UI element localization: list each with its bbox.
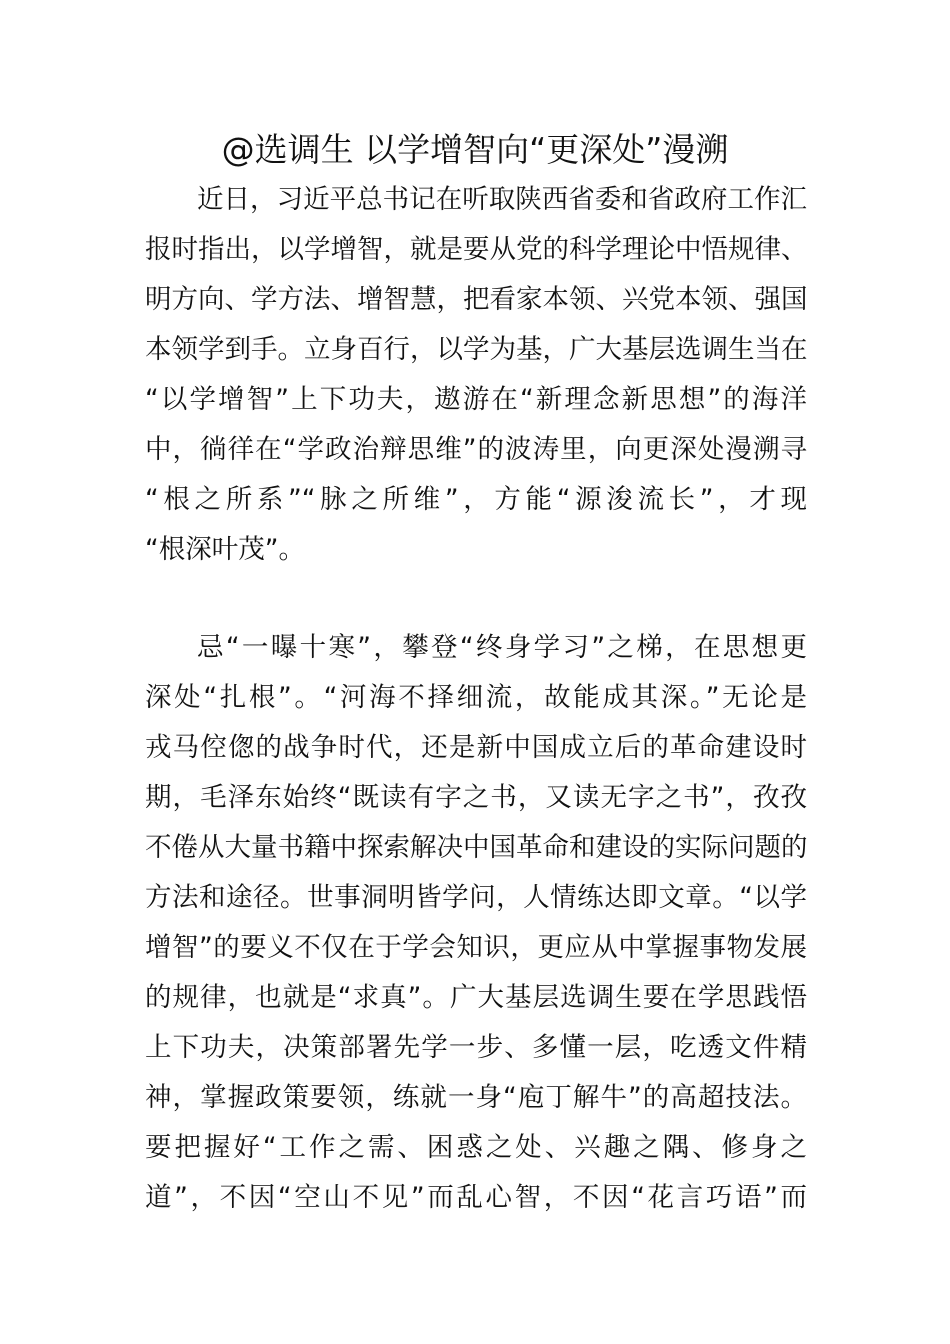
paragraph-2	[145, 623, 807, 1223]
paragraph-line: 方法和途径。世事洞明皆学问，人情练达即文章。“以学	[145, 882, 807, 913]
paragraph-line: 要把握好“工作之需、困惑之处、兴趣之隅、修身之	[145, 1132, 807, 1163]
paragraph-line: 的规律，也就是“求真”。广大基层选调生要在学思践悟	[145, 982, 807, 1013]
paragraph-1	[145, 175, 807, 575]
paragraph-line: 戎马倥偬的战争时代，还是新中国成立后的革命建设时	[145, 732, 807, 763]
paragraph-line: 近日，习近平总书记在听取陕西省委和省政府工作汇	[197, 184, 807, 215]
paragraph-line: 神，掌握政策要领，练就一身“庖丁解牛”的高超技法。	[145, 1082, 807, 1113]
paragraph-line: 增智”的要义不仅在于学会知识，更应从中掌握事物发展	[145, 932, 807, 963]
paragraph-line: “根之所系”“脉之所维”，方能“源浚流长”，才现	[145, 484, 807, 515]
paragraph-line: 深处“扎根”。“河海不择细流，故能成其深。”无论是	[145, 682, 807, 713]
article-title: @选调生 以学增智向“更深处”漫溯	[221, 130, 729, 169]
paragraph-line: 不倦从大量书籍中探索解决中国革命和建设的实际问题的	[145, 832, 808, 863]
paragraph-line: 忌“一曝十寒”，攀登“终身学习”之梯，在思想更	[197, 632, 807, 663]
paragraph-line: 中，徜徉在“学政治辩思维”的波涛里，向更深处漫溯寻	[145, 434, 807, 465]
paragraph-line: 道”，不因“空山不见”而乱心智，不因“花言巧语”而	[145, 1182, 807, 1213]
paragraph-line: 上下功夫，决策部署先学一步、多懂一层，吃透文件精	[145, 1032, 807, 1063]
paragraph-line: 本领学到手。立身百行，以学为基，广大基层选调生当在	[145, 334, 808, 365]
paragraph-line: 报时指出，以学增智，就是要从党的科学理论中悟规律、	[145, 234, 808, 265]
paragraph-line: “根深叶茂”。	[145, 534, 305, 565]
paragraph-line: “以学增智”上下功夫，遨游在“新理念新思想”的海洋	[145, 384, 807, 415]
paragraph-line: 明方向、学方法、增智慧，把看家本领、兴党本领、强国	[145, 284, 808, 315]
paragraph-line: 期，毛泽东始终“既读有字之书，又读无字之书”，孜孜	[145, 782, 807, 813]
